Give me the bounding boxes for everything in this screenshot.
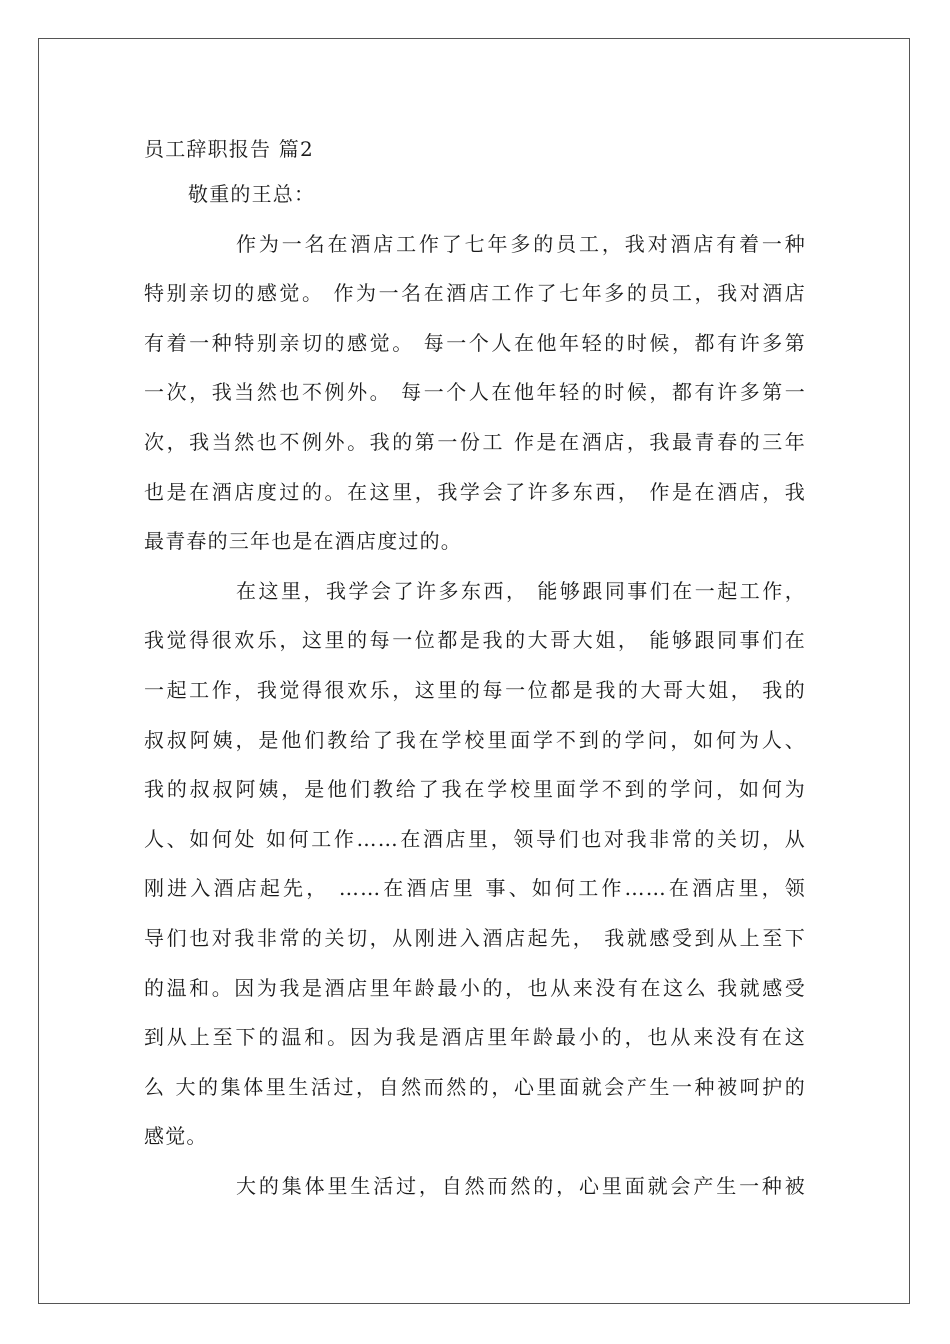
paragraph-1 (144, 220, 806, 567)
paragraph-line: 到从上至下的温和。因为我是酒店里年龄最小的，也从来没有在这 (144, 1025, 806, 1050)
paragraph-line: 也是在酒店度过的。在这里，我学会了许多东西， 作是在酒店，我 (144, 479, 806, 504)
paragraph-line: 在这里，我学会了许多东西， 能够跟同事们在一起工作， (236, 578, 806, 603)
paragraph-line: 次，我当然也不例外。我的第一份工 作是在酒店，我最青春的三年 (144, 429, 806, 454)
paragraph-line: 感觉。 (144, 1124, 208, 1149)
document-body (144, 132, 806, 1211)
paragraph-line: 大的集体里生活过，自然而然的，心里面就会产生一种被 (236, 1173, 806, 1198)
paragraph-line: 一次，我当然也不例外。 每一个人在他年轻的时候，都有许多第一 (144, 380, 806, 405)
paragraph-line: 导们也对我非常的关切，从刚进入酒店起先， 我就感受到从上至下 (144, 925, 806, 950)
paragraph-line: 我的叔叔阿姨，是他们教给了我在学校里面学不到的学问，如何为 (144, 777, 806, 802)
salutation: 敬重的王总： (188, 182, 316, 206)
paragraph-line: 的温和。因为我是酒店里年龄最小的，也从来没有在这么 我就感受 (144, 975, 806, 1000)
paragraph-line: 我觉得很欢乐，这里的每一位都是我的大哥大姐， 能够跟同事们在 (144, 628, 806, 653)
paragraph-line: 特别亲切的感觉。 作为一名在酒店工作了七年多的员工，我对酒店 (144, 281, 806, 306)
paragraph-2 (144, 567, 806, 1162)
paragraph-line: 一起工作，我觉得很欢乐，这里的每一位都是我的大哥大姐， 我的 (144, 677, 806, 702)
paragraph-3 (144, 1162, 806, 1212)
paragraph-line: 刚进入酒店起先， ……在酒店里 事、如何工作……在酒店里，领 (144, 876, 806, 901)
paragraph-line: 有着一种特别亲切的感觉。 每一个人在他年轻的时候，都有许多第 (144, 330, 806, 355)
document-title: 员工辞职报告 篇2 (144, 137, 314, 161)
paragraph-line: 人、如何处 如何工作……在酒店里，领导们也对我非常的关切，从 (144, 826, 806, 851)
paragraph-line: 么 大的集体里生活过，自然而然的，心里面就会产生一种被呵护的 (144, 1074, 806, 1099)
paragraph-line: 作为一名在酒店工作了七年多的员工，我对酒店有着一种 (236, 231, 806, 256)
paragraph-line: 最青春的三年也是在酒店度过的。 (144, 529, 462, 554)
paragraph-line: 叔叔阿姨，是他们教给了我在学校里面学不到的学问，如何为人、 (144, 727, 806, 752)
